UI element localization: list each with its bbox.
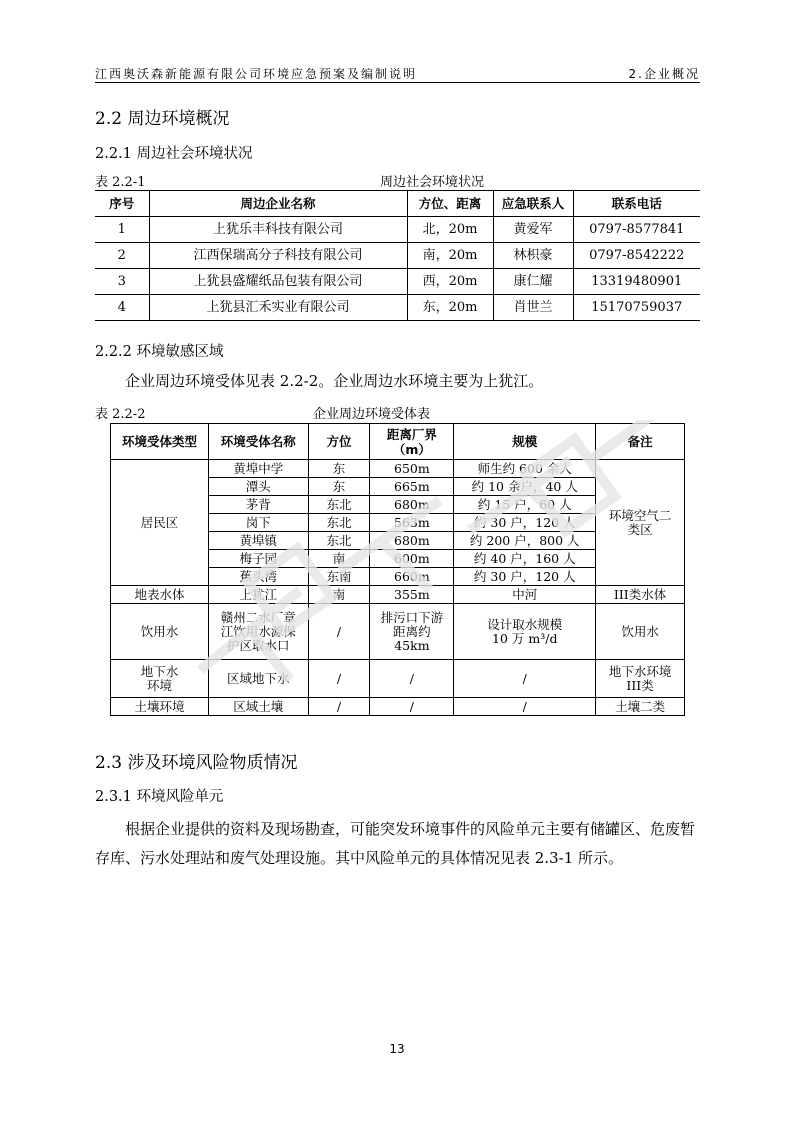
cell: 上犹江: [208, 586, 308, 604]
cell: 东北: [308, 496, 370, 514]
col-header: 周边企业名称: [149, 191, 407, 217]
cell: 600m: [370, 550, 454, 568]
cell: 约 10 余户，40 人: [454, 478, 596, 496]
cell: 0797-8542222: [573, 243, 700, 269]
cell: 肖世兰: [493, 295, 573, 321]
section-heading-2-3-1: 2.3.1 环境风险单元: [95, 789, 224, 805]
cell: 东南: [308, 568, 370, 586]
cell: 355m: [370, 586, 454, 604]
cell: /: [370, 660, 454, 698]
page-number: 13: [389, 1042, 405, 1056]
cell: 师生约 600 余人: [454, 460, 596, 478]
cell: 约 30 户，120 人: [454, 568, 596, 586]
table-row: [111, 460, 685, 478]
table-row: [111, 586, 685, 604]
section-heading-2-2-1: 2.2.1 周边社会环境状况: [95, 146, 253, 162]
cell: 区域土壤: [208, 698, 308, 716]
cell: 上犹县汇禾实业有限公司: [149, 295, 407, 321]
cell: 饮用水: [596, 604, 685, 660]
cell: 东北: [308, 514, 370, 532]
cell: III类水体: [596, 586, 685, 604]
cell: /: [370, 698, 454, 716]
col-header: 环境受体名称: [208, 424, 308, 460]
cell: 东北: [308, 532, 370, 550]
cell: /: [454, 698, 596, 716]
cell: 黄埠镇: [208, 532, 308, 550]
cell: 地下水环境III类: [596, 660, 685, 698]
section-heading-2-2-2: 2.2.2 环境敏感区域: [95, 344, 224, 360]
table-row: [95, 269, 700, 295]
col-header: 联系电话: [573, 191, 700, 217]
table-row: [95, 295, 700, 321]
cell: 4: [95, 295, 149, 321]
cell: 680m: [370, 496, 454, 514]
cell: 康仁耀: [493, 269, 573, 295]
cell: 茅背: [208, 496, 308, 514]
cell: /: [308, 698, 370, 716]
cell: 饮用水: [111, 604, 209, 660]
cell: /: [308, 604, 370, 660]
cell: 梅子园: [208, 550, 308, 568]
section-heading-2-3: 2.3 涉及环境风险物质情况: [95, 753, 298, 773]
cell: /: [308, 660, 370, 698]
col-header: 应急联系人: [493, 191, 573, 217]
cell: 潭头: [208, 478, 308, 496]
cell: 黄爱军: [493, 217, 573, 243]
table1-title: 周边社会环境状况: [380, 175, 485, 190]
cell: 赣州二水厂章江饮用水源保护区取水口: [208, 604, 308, 660]
header-chapter: 2.企业概况: [628, 67, 700, 81]
table-row: [111, 604, 685, 660]
cell: 660m: [370, 568, 454, 586]
cell: 680m: [370, 532, 454, 550]
cell: 上犹乐丰科技有限公司: [149, 217, 407, 243]
cell: 2: [95, 243, 149, 269]
cell: 蕉头湾: [208, 568, 308, 586]
cell: 东: [308, 478, 370, 496]
table-surrounding-companies: [95, 190, 700, 321]
col-header: 方位、距离: [407, 191, 493, 217]
cell: 约 15 户，60 人: [454, 496, 596, 514]
cell: 0797-8577841: [573, 217, 700, 243]
table-header-row: [111, 424, 685, 460]
cell: 665m: [370, 478, 454, 496]
header-company-title: 江西奥沃森新能源有限公司环境应急预案及编制说明: [95, 67, 418, 81]
cell: 东: [308, 460, 370, 478]
paragraph-receptors: 企业周边环境受体见表 2.2-2。企业周边水环境主要为上犹江。: [125, 372, 544, 390]
col-header: 方位: [308, 424, 370, 460]
col-header: 距离厂界（m）: [370, 424, 454, 460]
cell: 地表水体: [111, 586, 209, 604]
paragraph-risk-units: 根据企业提供的资料及现场勘查，可能突发环境事件的风险单元主要有储罐区、危废暂存库、污水处理站和废气处理设施。其中风险单元的具体情况见表 2.3-1 所示。: [95, 820, 696, 867]
cell: 林枳豪: [493, 243, 573, 269]
table-header-row: [95, 191, 700, 217]
cell: 13319480901: [573, 269, 700, 295]
cell: 土壤二类: [596, 698, 685, 716]
table2-label: 表 2.2-2: [95, 407, 146, 422]
cell: 岗下: [208, 514, 308, 532]
cell-receptor-type: 居民区: [111, 460, 209, 586]
section-heading-2-2: 2.2 周边环境概况: [95, 109, 230, 129]
table-row: [95, 243, 700, 269]
table1-label: 表 2.2-1: [95, 175, 146, 190]
cell: 上犹县盛耀纸品包装有限公司: [149, 269, 407, 295]
cell: 1: [95, 217, 149, 243]
page-header: [95, 62, 700, 83]
col-header: 规模: [454, 424, 596, 460]
cell: 区域地下水: [208, 660, 308, 698]
cell: 地下水环境: [111, 660, 209, 698]
cell: 15170759037: [573, 295, 700, 321]
table-row: [111, 660, 685, 698]
cell: 中河: [454, 586, 596, 604]
table-row: [111, 698, 685, 716]
col-header: 备注: [596, 424, 685, 460]
col-header: 序号: [95, 191, 149, 217]
cell: 排污口下游距离约45km: [370, 604, 454, 660]
col-header: 环境受体类型: [111, 424, 209, 460]
cell: 南: [308, 550, 370, 568]
cell: 北，20m: [407, 217, 493, 243]
cell: 约 200 户，800 人: [454, 532, 596, 550]
cell: 江西保瑞高分子科技有限公司: [149, 243, 407, 269]
cell: 土壤环境: [111, 698, 209, 716]
cell: 563m: [370, 514, 454, 532]
table-environment-receptors: [110, 423, 685, 716]
cell: 南: [308, 586, 370, 604]
cell: 黄埠中学: [208, 460, 308, 478]
cell: 约 40 户，160 人: [454, 550, 596, 568]
cell: 650m: [370, 460, 454, 478]
cell: 西，20m: [407, 269, 493, 295]
cell: 南，20m: [407, 243, 493, 269]
cell: /: [454, 660, 596, 698]
cell: 东，20m: [407, 295, 493, 321]
cell-note: 环境空气二类区: [596, 460, 685, 586]
table-row: [95, 217, 700, 243]
cell: 设计取水规模10 万 m³/d: [454, 604, 596, 660]
cell: 约 30 户，120 人: [454, 514, 596, 532]
cell: 3: [95, 269, 149, 295]
table2-title: 企业周边环境受体表: [313, 407, 431, 422]
